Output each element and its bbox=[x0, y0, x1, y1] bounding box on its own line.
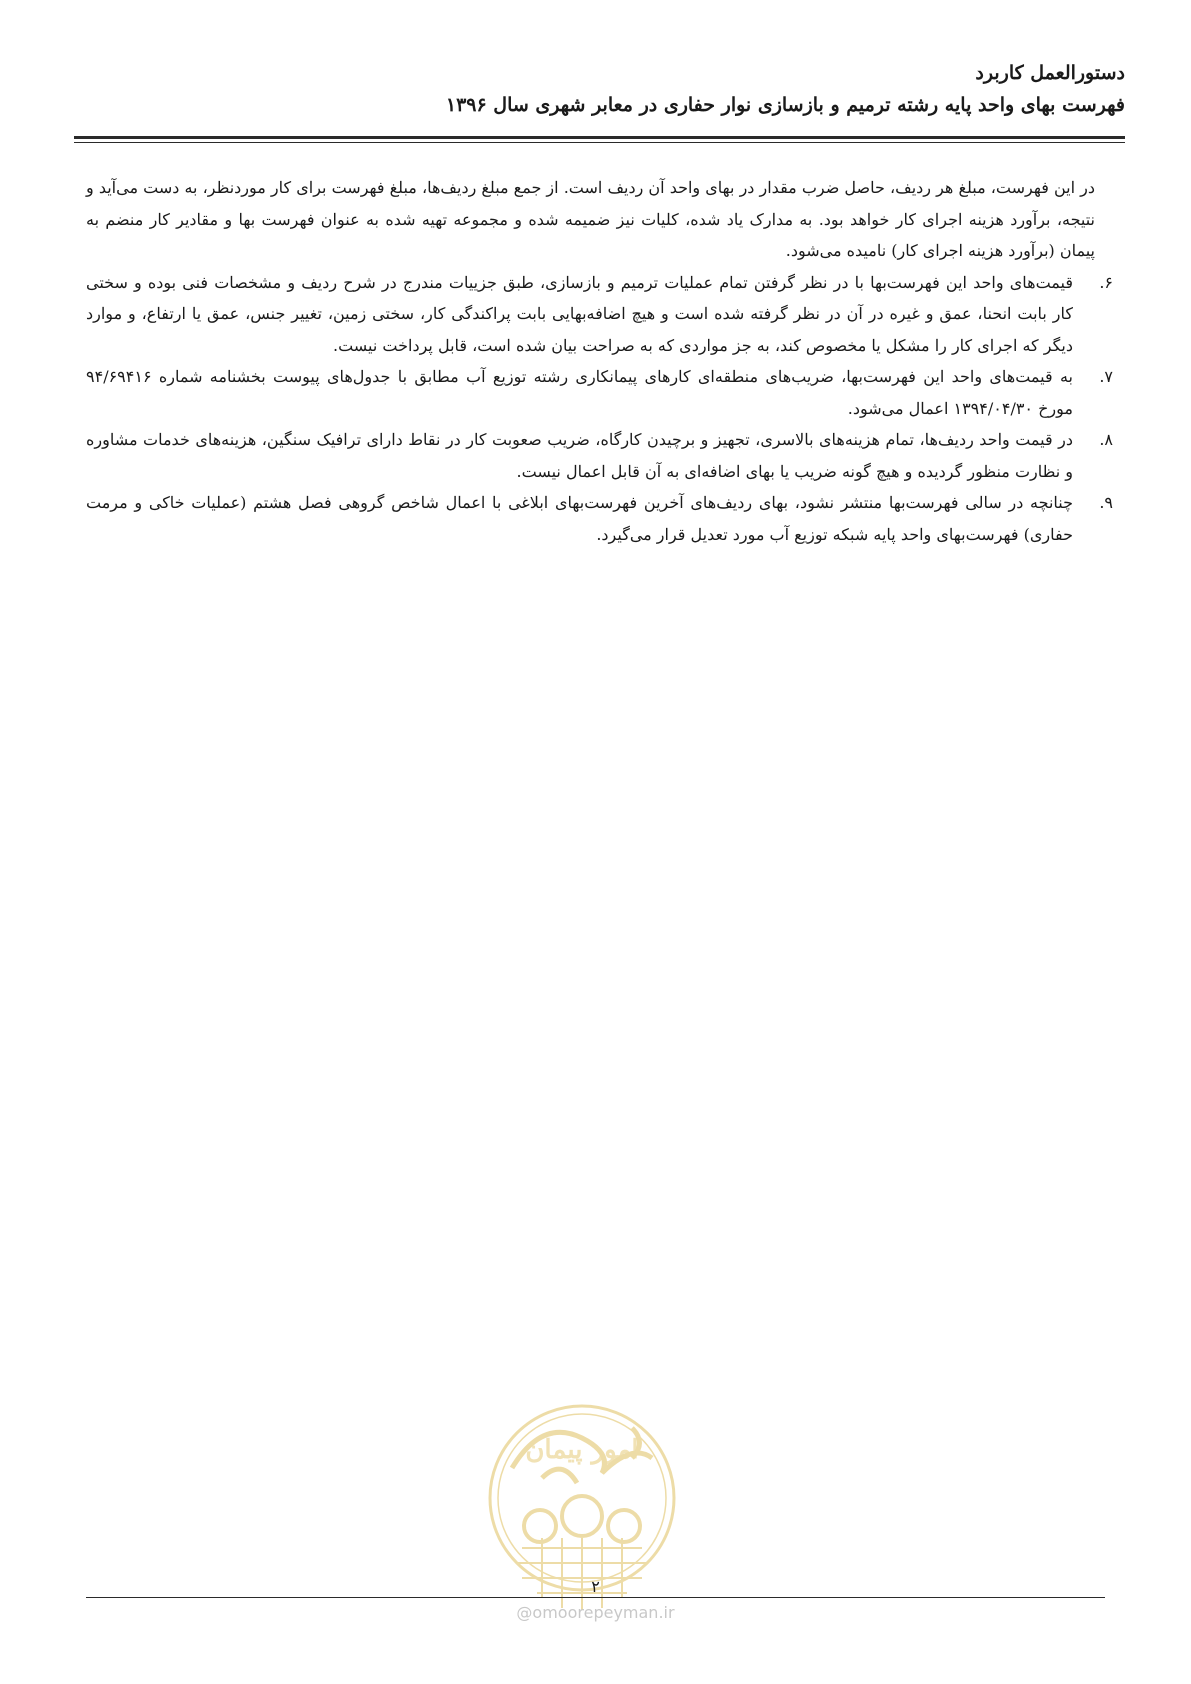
document-title: دستورالعمل کاربرد bbox=[975, 62, 1125, 84]
header-rule-thick bbox=[74, 136, 1125, 139]
list-item-number: ۶. bbox=[1099, 272, 1113, 292]
header-rule-thin bbox=[74, 142, 1125, 143]
page-number: ۲ bbox=[591, 1577, 600, 1596]
watermark-url-text: omoorepeyman.ir bbox=[532, 1603, 675, 1622]
page-header bbox=[74, 58, 1125, 122]
at-icon: @ bbox=[516, 1603, 533, 1622]
watermark-gear-right bbox=[608, 1510, 640, 1542]
list-item-number: ۸. bbox=[1099, 430, 1113, 449]
list-item-number: ۹. bbox=[1099, 493, 1113, 512]
watermark-gear-center bbox=[562, 1496, 602, 1536]
list-item-text: قیمت‌های واحد این فهرست‌بها با در نظر گرفتن تمام عملیات ترمیم و بازسازی، طبق جزییات مندرج در شرح ردیف و مشخصات فنی بوده و سختی کار بابت انحنا، عمق و غیره در آن در نظر گرفته شده است و هیچ اضافه‌بهایی بابت پراکندگی کار، سختی زمین، تغییر جنس، عمق یا ارتفاع، و موارد دیگر که اجرای کار را مشکل یا مخصوص کند، به جز مواردی که به صراحت بیان شده است، قابل پرداخت نیست. bbox=[86, 272, 1074, 355]
watermark-logo-text: امور پیمان bbox=[525, 1435, 639, 1465]
list-item-text: به قیمت‌های واحد این فهرست‌بها، ضریب‌های منطقه‌ای کارهای پیمانکاری رشته توزیع آب مطابق با جدول‌های پیوست بخشنامه شماره ۹۴/۶۹۴۱۶ مورخ ۱۳۹۴/۰۴/۳۰ اعمال می‌شود. bbox=[86, 367, 1073, 418]
list-item-text: چنانچه در سالی فهرست‌بها منتشر نشود، بهای ردیف‌های آخرین فهرست‌بهای ابلاغی با اعمال شاخص گروهی فصل هشتم (عملیات خاکی و مرمت حفاری) فهرست‌بهای واحد پایه شبکه توزیع آب مورد تعدیل قرار می‌گیرد. bbox=[86, 493, 1073, 544]
document-subtitle: فهرست بهای واحد پایه رشته ترمیم و بازسازی نوار حفاری در معابر شهری سال ۱۳۹۶ bbox=[445, 94, 1125, 116]
list-item-text: در قیمت واحد ردیف‌ها، تمام هزینه‌های بالاسری، تجهیز و برچیدن کارگاه، ضریب صعوبت کار در نقاط دارای ترافیک سنگین، هزینه‌های خدمات مشاوره و نظارت منظور گردیده و هیچ گونه ضریب یا بهای اضافه‌ای به آن قابل اعمال نیست. bbox=[86, 430, 1073, 481]
list-item bbox=[86, 487, 1113, 550]
footer-rule bbox=[86, 1597, 1105, 1598]
list-item bbox=[86, 361, 1113, 424]
page-content bbox=[86, 172, 1113, 550]
watermark-gear-left bbox=[524, 1510, 556, 1542]
list-item-number: ۷. bbox=[1099, 367, 1113, 386]
list-item bbox=[86, 424, 1113, 487]
watermark-url bbox=[0, 1600, 1191, 1626]
list-item bbox=[86, 267, 1113, 362]
intro-paragraph: در این فهرست، مبلغ هر ردیف، حاصل ضرب مقدار در بهای واحد آن ردیف است. از جمع مبلغ ردیف‌ها، مبلغ فهرست برای کار موردنظر، به دست می‌آید و نتیجه، برآورد هزینه اجرای کار خواهد بود. به مدارک یاد شده، کلیات نیز ضمیمه شده و مجموعه تهیه شده به عنوان فهرست بها و مقادیر کار منضم به پیمان (برآورد هزینه اجرای کار) نامیده می‌شود. bbox=[86, 178, 1096, 260]
